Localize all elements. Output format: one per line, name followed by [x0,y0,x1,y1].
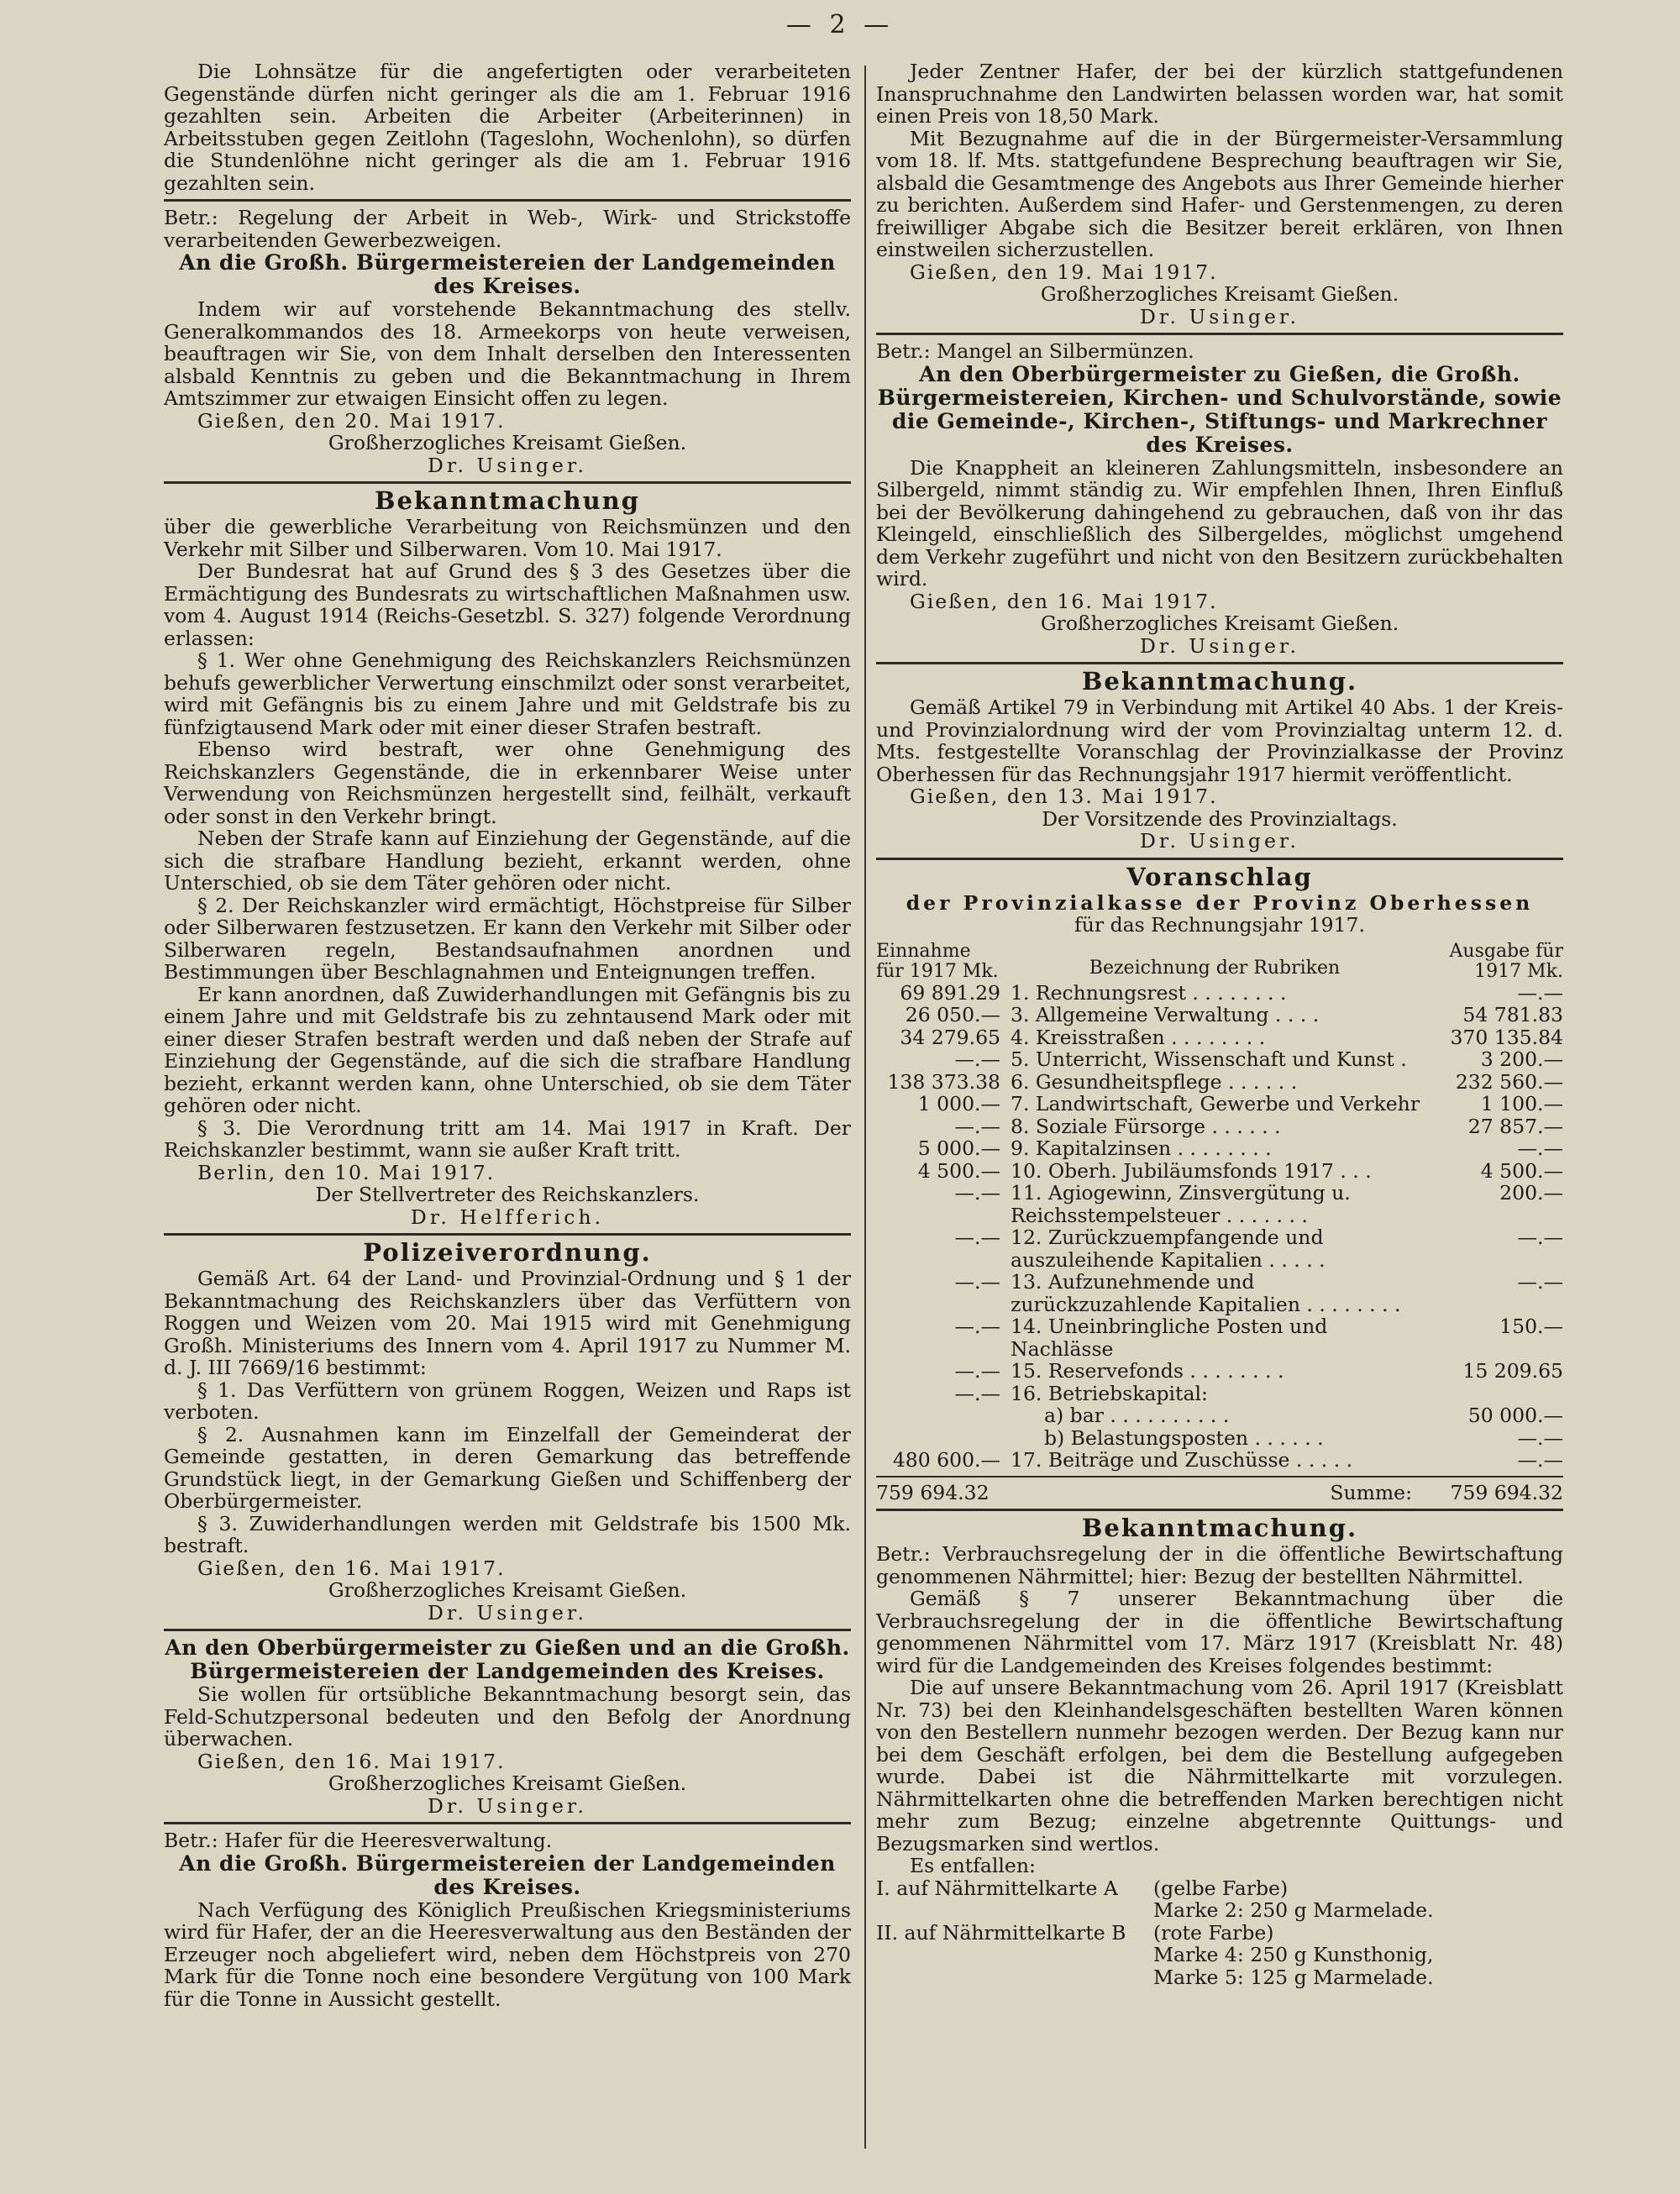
s5-addressee-heading: An die Großh. Bürgermeistereien der Landgemeinden des Kreises. [179,1850,836,1899]
income-cell: —.— [954,1114,1000,1138]
s3-title: Polizeiverordnung. [363,1238,652,1267]
section-divider [164,199,851,202]
income-cell: 138 373.38 [887,1069,1000,1094]
ration-item [876,1944,1563,1966]
r2-betr: Betr.: Mangel an Silbermünzen. [876,339,1194,363]
r4-title: Voranschlag [1126,862,1313,891]
budget-row [876,1071,1563,1094]
s5-body: Nach Verfügung des Königlich Preußischen Kriegsministeriums wird für Hafer, der an die Heeresverwaltung aus den Beständen der Erzeuger noch abgeliefert wird, neben dem Höchstpreis von 270 Mark für die Tonne noch eine besondere Vergütung von 100 Mark für die Tonne in Aussicht gestellt. [164,1897,851,2011]
section-divider [876,333,1563,335]
s2-title: Bekanntmachung [374,486,641,515]
budget-row [876,1048,1563,1071]
header-expense: Ausgabe für 1917 Mk. [1449,940,1563,982]
column-divider [864,66,866,2149]
r5-paragraph: Gemäß § 7 unserer Bekanntmachung über die Verbrauchsregelung der in die öffentliche Bewirtschaftung genommenen Nährmittel vom 17. März 1917 (Kreisblatt Nr. 48) wird für die Landgemeinden des Kreises folgendes bestimmt: [876,1587,1563,1677]
r5-betr: Betr.: Verbrauchsregelung der in die öffentliche Bewirtschaftung genommenen Nährmittel; hier: Bezug der bestellten Nährmittel. [876,1542,1563,1588]
budget-row [876,1427,1563,1450]
rubric-cell: 14. Uneinbringliche Posten und Nachlässe [1011,1315,1328,1361]
r2-addressee-heading: An den Oberbürgermeister zu Gießen, die Großh. Bürgermeistereien, Kirchen- und Schulvorstände, sowie die Gemeinde-, Kirchen-, Stiftungs- und Markrechner des Kreises. [877,361,1562,457]
total-label: Summe: [1330,1480,1412,1504]
right-column [876,60,1563,1988]
ration-mark: Marke 5: 125 g Marmelade. [1153,1965,1434,1989]
expense-cell: 4 500.— [1480,1158,1563,1183]
expense-cell: —.— [1517,1226,1563,1249]
s3-place-date: Gießen, den 16. Mai 1917. [197,1556,506,1580]
budget-table [876,982,1563,1472]
income-cell: 69 891.29 [900,980,1000,1005]
section-divider [164,481,851,484]
ration-mark: Marke 4: 250 g Kunsthonig, [1153,1943,1434,1966]
s4-addressee-heading: An den Oberbürgermeister zu Gießen und an die Großh. Bürgermeistereien der Landgemeinden des Kreises. [165,1635,850,1683]
r1-paragraph: Mit Bezugnahme auf die in der Bürgermeister-Versammlung vom 18. lf. Mts. stattgefundene Besprechung beauftragen wir Sie, alsbald die Gesamtmenge des Angebots aus Ihrer Gemeinde hierher zu berichten. Außerdem sind Hafer- und Gerstenmengen, zu deren freiwilliger Abgabe sich die Besitzer bereit erklären, von Ihnen einstweilen sicherzustellen. [876,126,1563,261]
expense-cell: 50 000.— [1467,1404,1563,1427]
s3-paragraph: § 1. Das Verfüttern von grünem Roggen, Weizen und Raps ist verboten. [164,1378,851,1424]
r5-paragraph: Es entfallen: [910,1854,1036,1877]
total-expense: 759 694.32 [1450,1480,1563,1504]
s1-place-date: Gießen, den 20. Mai 1917. [197,408,506,433]
r1-office: Großherzogliches Kreisamt Gießen. [1040,282,1399,306]
s1-signature: Dr. Usinger. [427,453,588,477]
header-income: Einnahme für 1917 Mk. [876,940,999,982]
income-cell: —.— [954,1381,1000,1405]
s5-betr: Betr.: Hafer für die Heeresverwaltung. [164,1829,553,1852]
rubric-cell: 15. Reservefonds . . . . . . . . [1011,1359,1284,1383]
r5-paragraph: Die auf unsere Bekanntmachung vom 26. April 1917 (Kreisblatt Nr. 73) bei den Kleinhandelsgeschäften bestellten Waren können von den Bestellern nunmehr bezogen werden. Der Bezug kann nur bei dem Geschäft erfolgen, bei dem die Bestellung aufgegeben wurde. Dabei ist die Nährmittelkarte mit vorzulegen. Nährmittelkarten ohne die betreffenden Marken berechtigen nicht mehr zum Bezug; einzelne abgetrennte Quittungs- und Bezugsmarken sind wertlos. [876,1676,1563,1855]
rubric-cell: 12. Zurückzuempfangende und auszuleihende Kapitalien . . . . . [1011,1226,1326,1272]
section-divider [164,1629,851,1631]
r3-title: Bekanntmachung. [1081,667,1358,695]
s2-paragraph: § 2. Der Reichskanzler wird ermächtigt, Höchstpreise für Silber oder Silberwaren festzusetzen. Er kann den Verkehr mit Silber oder Silberwaren regeln, Bestandsaufnahmen anordnen und Bestimmungen über Beschlagnahmen und Enteignungen treffen. [164,893,851,984]
budget-row [876,1226,1563,1271]
rubric-cell: 6. Gesundheitspflege . . . . . . [1011,1069,1298,1094]
s2-place-date: Berlin, den 10. Mai 1917. [197,1160,496,1184]
r2-signature: Dr. Usinger. [1139,633,1300,658]
rubric-cell: 4. Kreisstraßen . . . . . . . . [1011,1025,1266,1049]
income-cell: 5 000.— [917,1136,1000,1160]
ration-card-a-color: (gelbe Farbe) [1153,1876,1289,1900]
s4-body: Sie wollen für ortsübliche Bekanntmachung besorgt sein, das Feld-Schutzpersonal bedeuten und den Befolg der Anordnung überwachen. [164,1682,851,1750]
s2-paragraph: Neben der Strafe kann auf Einziehung der Gegenstände, auf die sich die strafbare Handlung bezieht, erkannt werden, ohne Unterschied, ob sie dem Täter gehören oder nicht. [164,827,851,895]
expense-cell: 3 200.— [1480,1047,1563,1071]
s2-office: Der Stellvertreter des Reichskanzlers. [315,1183,700,1206]
expense-cell: 27 857.— [1467,1114,1563,1138]
rubric-cell: 7. Landwirtschaft, Gewerbe und Verkehr [1011,1092,1420,1115]
header-rubric: Bezeichnung der Rubriken [1089,957,1341,979]
ration-item [876,1966,1563,1989]
r3-body: Gemäß Artikel 79 in Verbindung mit Artikel 40 Abs. 1 der Kreis- und Provinzialordnung wird der vom Provinzialtag unterm 12. d. Mts. festgestellte Voranschlag der Provinzialkasse der Provinz Oberhessen für das Rechnungsjahr 1917 hiermit veröffentlicht. [876,695,1563,786]
ration-card-b-color: (rote Farbe) [1153,1920,1274,1945]
r3-signature: Dr. Usinger. [1139,829,1300,853]
expense-cell: 54 781.83 [1462,1003,1563,1026]
budget-row [876,1271,1563,1315]
ration-card-b: II. auf Nährmittelkarte B [876,1920,1126,1945]
income-cell: —.— [954,1359,1000,1383]
rubric-cell: 8. Soziale Fürsorge . . . . . . [1011,1114,1281,1138]
r1-paragraph: Jeder Zentner Hafer, der bei der kürzlich stattgefundenen Inanspruchnahme den Landwirten belassen worden war, hat somit einen Preis von 18,50 Mark. [876,60,1563,128]
section-divider [164,1233,851,1236]
income-cell: —.— [954,1181,1000,1205]
rubric-cell: a) bar . . . . . . . . . . [1044,1404,1230,1427]
income-cell: —.— [954,1226,1000,1249]
expense-cell: 15 209.65 [1462,1359,1563,1383]
section-divider [876,858,1563,860]
s3-paragraph: § 2. Ausnahmen kann im Einzelfall der Gemeinderat der Gemeinde gestatten, in deren Gemarkung das betreffende Grundstück liegt, in der Gemarkung Gießen und Schiffenberg der Oberbürgermeister. [164,1422,851,1513]
r4-subtitle: der Provinzialkasse der Provinz Oberhessen [906,890,1534,915]
expense-cell: —.— [1517,1270,1563,1294]
ration-mark: Marke 2: 250 g Marmelade. [1153,1898,1434,1922]
budget-row [876,1004,1563,1026]
rubric-cell: 5. Unterricht, Wissenschaft und Kunst . [1011,1047,1407,1071]
r2-office: Großherzogliches Kreisamt Gießen. [1040,611,1399,635]
budget-table-header [876,942,1563,982]
rubric-cell: 11. Agiogewinn, Zinsvergütung u. Reichsstempelsteuer . . . . . . . [1011,1181,1351,1227]
intro-paragraph: Die Lohnsätze für die angefertigten oder verarbeiteten Gegenstände dürfen nicht geringer als die am 1. Februar 1916 gezahlten sein. Arbeiten die Arbeiter (Arbeiterinnen) in Arbeitsstuben gegen Zeitlohn (Tageslohn, Wochenlohn), so dürfen die Stundenlöhne nicht geringer als die am 1. Februar 1916 gezahlten sein. [164,60,851,195]
r1-place-date: Gießen, den 19. Mai 1917. [910,260,1218,284]
budget-row [876,1315,1563,1360]
rubric-cell: 10. Oberh. Jubiläumsfonds 1917 . . . [1011,1158,1372,1183]
section-divider [164,1822,851,1824]
s3-office: Großherzogliches Kreisamt Gießen. [328,1578,687,1602]
expense-cell: —.— [1517,980,1563,1005]
budget-row [876,1026,1563,1049]
r3-place-date: Gießen, den 13. Mai 1917. [910,785,1218,808]
section-divider [876,662,1563,664]
budget-row [876,1383,1563,1405]
left-column [164,60,851,2010]
table-rule [876,1476,1563,1478]
ration-item [876,1899,1563,1922]
income-cell: 480 600.— [892,1448,1000,1472]
r2-body: Die Knappheit an kleineren Zahlungsmitteln, insbesondere an Silbergeld, nimmt ständig zu. Wir empfehlen Ihnen, Ihren Einfluß bei der Bevölkerung dahingehend zu gebrauchen, daß von ihr das Kleingeld, einschließlich des Silbergeldes, möglichst umgehend dem Verkehr zugeführt und nicht von den Besitzern zurückbehalten wird. [876,455,1563,590]
r5-title: Bekanntmachung. [1081,1514,1358,1542]
budget-total-row [876,1482,1563,1504]
expense-cell: —.— [1517,1448,1563,1472]
budget-row [876,1115,1563,1138]
expense-cell: 370 135.84 [1450,1025,1563,1049]
s3-signature: Dr. Usinger. [427,1600,588,1625]
ration-item [876,1877,1563,1900]
budget-row [876,1137,1563,1160]
rubric-cell: 9. Kapitalzinsen . . . . . . . . [1011,1136,1272,1160]
income-cell: —.— [954,1047,1000,1071]
rubric-cell: 13. Aufzunehmende und zurückzuzahlende Kapitalien . . . . . . . . [1011,1270,1401,1316]
ration-card-a: I. auf Nährmittelkarte A [876,1876,1118,1900]
budget-row [876,1449,1563,1472]
income-cell: —.— [954,1315,1000,1338]
budget-row [876,1093,1563,1115]
s2-signature: Dr. Helfferich. [410,1205,605,1229]
rubric-cell: b) Belastungsposten . . . . . . [1044,1425,1324,1450]
rubric-cell: 3. Allgemeine Verwaltung . . . . [1011,1003,1320,1026]
r4-subtitle-year: für das Rechnungsjahr 1917. [1074,913,1365,937]
s4-office: Großherzogliches Kreisamt Gießen. [328,1771,687,1795]
section-divider [876,1509,1563,1511]
rubric-cell: 16. Betriebskapital: [1011,1381,1208,1405]
budget-row [876,1360,1563,1383]
budget-row [876,1182,1563,1226]
expense-cell: —.— [1517,1425,1563,1450]
expense-cell: 232 560.— [1455,1069,1563,1094]
expense-cell: 1 100.— [1480,1092,1563,1115]
s2-paragraph: § 1. Wer ohne Genehmigung des Reichskanzlers Reichsmünzen behufs gewerblicher Verwertung einschmilzt oder sonst verarbeitet, wird mit Gefängnis bis zu einem Jahre und mit Geldstrafe bis zu fünfzigtausend Mark oder mit einer dieser Strafen bestraft. [164,648,851,739]
r3-office: Der Vorsitzende des Provinzialtags. [1042,806,1398,831]
s3-paragraph: § 3. Zuwiderhandlungen werden mit Geldstrafe bis 1500 Mk. bestraft. [164,1511,851,1557]
expense-cell: —.— [1517,1136,1563,1160]
income-cell: 34 279.65 [900,1025,1000,1049]
expense-cell: 200.— [1499,1181,1563,1205]
s4-place-date: Gießen, den 16. Mai 1917. [197,1749,506,1773]
income-cell: —.— [954,1270,1000,1294]
s2-subtitle: über die gewerbliche Verarbeitung von Reichsmünzen und den Verkehr mit Silber und Silberwaren. Vom 10. Mai 1917. [164,515,851,561]
r1-signature: Dr. Usinger. [1139,304,1300,328]
s2-paragraph: Ebenso wird bestraft, wer ohne Genehmigung des Reichskanzlers Gegenstände, die in erkennbarer Weise unter Verwendung von Reichsmünzen hergestellt sind, feilhält, verkauft oder sonst in den Verkehr bringt. [164,737,851,828]
s4-signature: Dr. Usinger. [427,1793,588,1818]
income-cell: 26 050.— [905,1003,1000,1026]
s1-betr: Betr.: Regelung der Arbeit in Web-, Wirk- und Strickstoffe verarbeitenden Gewerbezweigen. [164,206,851,252]
s1-addressee-heading: An die Großh. Bürgermeistereien der Landgemeinden des Kreises. [179,250,836,298]
s2-paragraph: § 3. Die Verordnung tritt am 14. Mai 1917 in Kraft. Der Reichskanzler bestimmt, wann sie außer Kraft tritt. [164,1115,851,1162]
rubric-cell: 1. Rechnungsrest . . . . . . . . [1011,980,1287,1005]
income-cell: 4 500.— [917,1158,1000,1183]
rubric-cell: 17. Beiträge und Zuschüsse . . . . . [1011,1448,1353,1472]
income-cell: 1 000.— [917,1092,1000,1115]
budget-row [876,1404,1563,1427]
page-number: — 2 — [785,10,895,39]
r2-place-date: Gießen, den 16. Mai 1917. [910,589,1218,613]
total-income: 759 694.32 [876,1480,990,1504]
budget-row [876,982,1563,1005]
s2-paragraph: Er kann anordnen, daß Zuwiderhandlungen mit Gefängnis bis zu einem Jahre und mit Geldstrafe bis zu zehntausend Mark oder mit einer dieser Strafen bestraft werden und daß neben der Strafe auf Einziehung der Gegenstände, auf die sich die strafbare Handlung bezieht, erkannt werden kann, ohne Unterschied, ob sie dem Täter gehören oder nicht. [164,982,851,1117]
s1-body: Indem wir auf vorstehende Bekanntmachung des stellv. Generalkommandos des 18. Armeekorps von heute verweisen, beauftragen wir Sie, von dem Inhalt derselben den Interessenten alsbald Kenntnis zu geben und die Bekanntmachung in Ihrem Amtszimmer zur etwaigen Einsicht offen zu legen. [164,297,851,410]
s2-paragraph: Der Bundesrat hat auf Grund des § 3 des Gesetzes über die Ermächtigung des Bundesrats zu wirtschaftlichen Maßnahmen usw. vom 4. August 1914 (Reichs-Gesetzbl. S. 327) folgende Verordnung erlassen: [164,559,851,650]
ration-item [876,1922,1563,1945]
s1-office: Großherzogliches Kreisamt Gießen. [328,431,687,454]
budget-row [876,1160,1563,1183]
s3-paragraph: Gemäß Art. 64 der Land- und Provinzial-Ordnung und § 1 der Bekanntmachung des Reichskanzlers über das Verfüttern von Roggen und Weizen vom 20. Mai 1915 wird mit Genehmigung Großh. Ministeriums des Innern vom 4. April 1917 zu Nummer M. d. J. III 7669/16 bestimmt: [164,1267,851,1379]
expense-cell: 150.— [1499,1315,1563,1338]
